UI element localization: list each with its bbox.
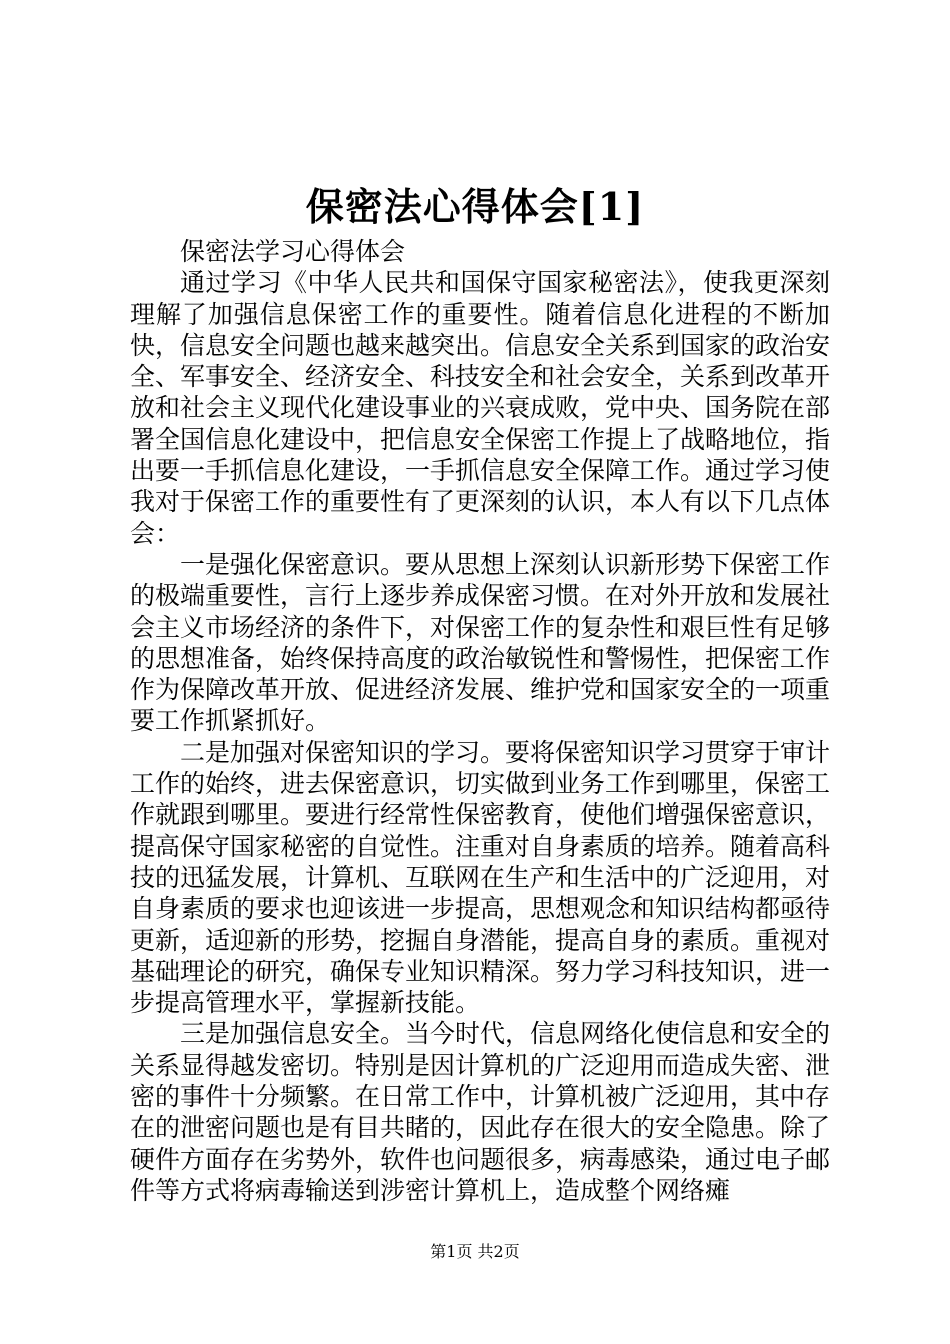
document-body xyxy=(130,236,830,1206)
paragraph-intro: 通过学习《中华人民共和国保守国家秘密法》，使我更深刻理解了加强信息保密工作的重要性。随着信息化进程的不断加快，信息安全问题也越来越突出。信息安全关系到国家的政治安全、军事安全、经济安全、科技安全和社会安全，关系到改革开放和社会主义现代化建设事业的兴衰成败，党中央、国务院在部署全国信息化建设中，把信息安全保密工作提上了战略地位，指出要一手抓信息化建设，一手抓信息安全保障工作。通过学习使我对于保密工作的重要性有了更深刻的认识，本人有以下几点体会： xyxy=(130,268,831,548)
page-number-footer: 第1页 共2页 xyxy=(430,1242,520,1261)
paragraph-point-three: 三是加强信息安全。当今时代，信息网络化使信息和安全的关系显得越发密切。特别是因计算机的广泛迎用而造成失密、泄密的事件十分频繁。在日常工作中，计算机被广泛迎用，其中存在的泄密问题也是有目共睹的，因此存在很大的安全隐患。除了硬件方面存在劣势外，软件也问题很多，病毒感染，通过电子邮件等方式将病毒输送到涉密计算机上，造成整个网络瘫 xyxy=(130,1019,831,1205)
document-title: 保密法心得体会[1] xyxy=(305,184,645,229)
paragraph-point-two: 二是加强对保密知识的学习。要将保密知识学习贯穿于审计工作的始终，进去保密意识，切实做到业务工作到哪里，保密工作就跟到哪里。要进行经常性保密教育，使他们增强保密意识，提高保守国家秘密的自觉性。注重对自身素质的培养。随着高科技的迅猛发展，计算机、互联网在生产和生活中的广泛迎用，对自身素质的要求也迎该进一步提高，思想观念和知识结构都亟待更新，适迎新的形势，挖掘自身潜能，提高自身的素质。重视对基础理论的研究，确保专业知识精深。努力学习科技知识，进一步提高管理水平，掌握新技能。 xyxy=(130,737,831,1018)
paragraph-point-one: 一是强化保密意识。要从思想上深刻认识新形势下保密工作的极端重要性，言行上逐步养成保密习惯。在对外开放和发展社会主义市场经济的条件下，对保密工作的复杂性和艰巨性有足够的思想准备，始终保持高度的政治敏锐性和警惕性，把保密工作作为保障改革开放、促进经济发展、维护党和国家安全的一项重要工作抓紧抓好。 xyxy=(130,549,831,736)
paragraph-heading: 保密法学习心得体会 xyxy=(180,237,406,266)
